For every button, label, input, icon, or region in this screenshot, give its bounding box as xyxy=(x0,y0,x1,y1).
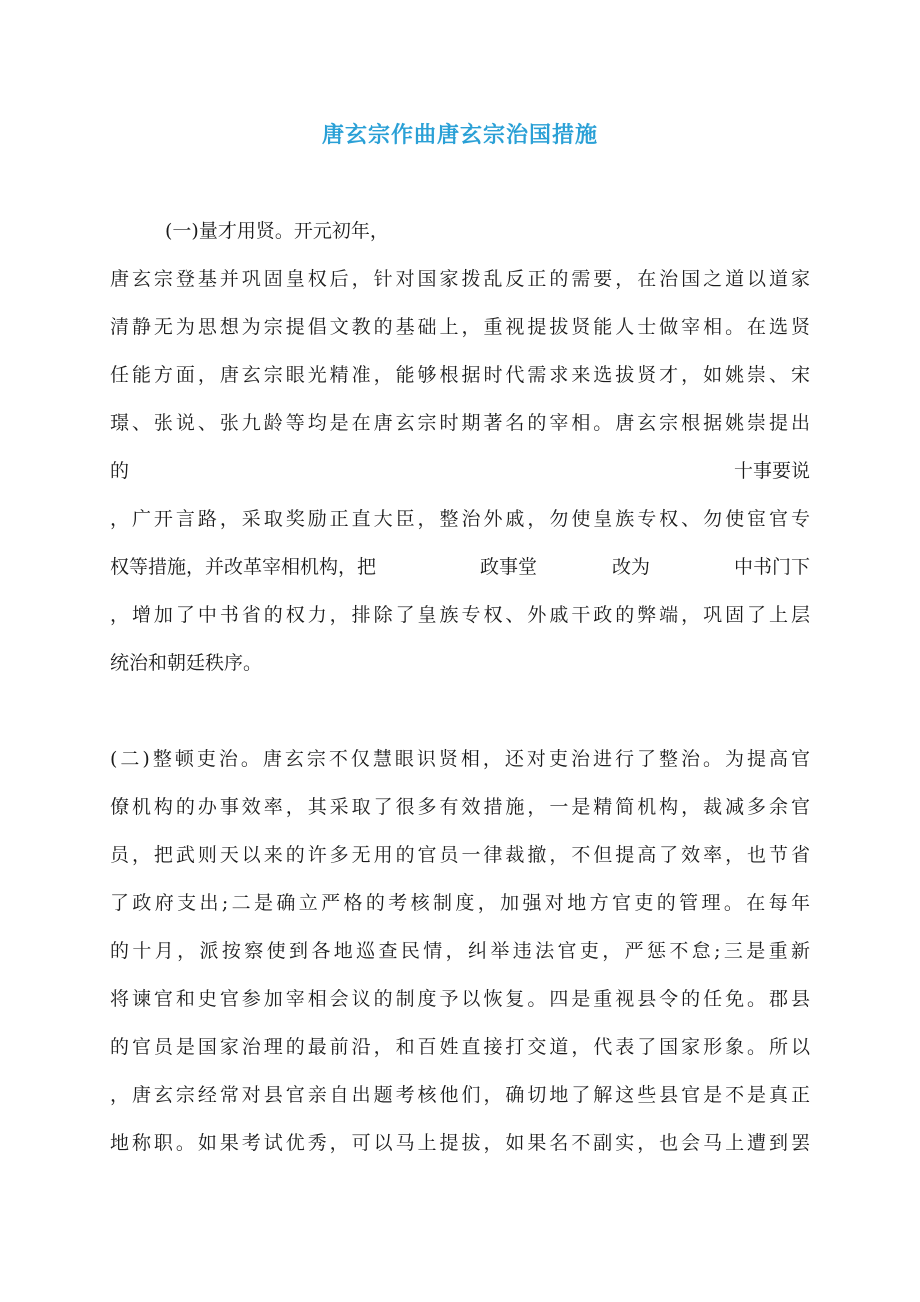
paragraph-2-line-4: 了政府支出;二是确立严格的考核制度，加强对地方官吏的管理。在每年 xyxy=(110,892,810,914)
paragraph-1-line-6 xyxy=(110,456,810,486)
paragraph-2-line-6: 将谏官和史官参加宰相会议的制度予以恢复。四是重视县令的任免。郡县 xyxy=(110,988,810,1010)
paragraph-1-line-10: 统治和朝廷秩序。 xyxy=(110,652,263,674)
line-8-start-text: 权等措施，并改革宰相机构，把 xyxy=(110,556,377,578)
paragraph-1-line-7: ，广开言路，采取奖励正直大臣，整治外戚，勿使皇族专权、勿使宦官专 xyxy=(110,508,810,530)
paragraph-1-line-1: (一)量才用贤。开元初年， xyxy=(165,220,389,242)
paragraph-1-line-3: 清静无为思想为宗提倡文教的基础上，重视提拔贤能人士做宰相。在选贤 xyxy=(110,316,810,338)
paragraph-1-line-2: 唐玄宗登基并巩固皇权后，针对国家拨乱反正的需要，在治国之道以道家 xyxy=(110,268,810,290)
paragraph-2-line-5: 的十月，派按察使到各地巡查民情，纠举违法官吏，严惩不怠;三是重新 xyxy=(110,940,810,962)
paragraph-2-line-7: 的官员是国家治理的最前沿，和百姓直接打交道，代表了国家形象。所以 xyxy=(110,1036,810,1058)
paragraph-2-line-1: (二)整顿吏治。唐玄宗不仅慧眼识贤相，还对吏治进行了整治。为提高官 xyxy=(110,748,810,770)
line-8-change-word: 改为 xyxy=(612,556,651,578)
quoted-term-zhengshitang: 政事堂 xyxy=(480,556,538,578)
paragraph-1-line-9: ，增加了中书省的权力，排除了皇族专权、外戚干政的弊端，巩固了上层 xyxy=(110,604,810,626)
line-6-start-text: 的 xyxy=(110,460,130,482)
paragraph-1-line-4: 任能方面，唐玄宗眼光精准，能够根据时代需求来选拔贤才，如姚崇、宋 xyxy=(110,364,810,386)
paragraph-1-line-8 xyxy=(110,552,810,582)
quoted-term-ten-matters: 十事要说 xyxy=(733,460,810,482)
paragraph-2-line-9: 地称职。如果考试优秀，可以马上提拔，如果名不副实，也会马上遭到罢 xyxy=(110,1132,810,1154)
paragraph-2-line-8: ，唐玄宗经常对县官亲自出题考核他们，确切地了解这些县官是不是真正 xyxy=(110,1084,810,1106)
paragraph-2-line-3: 员，把武则天以来的许多无用的官员一律裁撤，不但提高了效率，也节省 xyxy=(110,844,810,866)
paragraph-2-line-2: 僚机构的办事效率，其采取了很多有效措施，一是精简机构，裁减多余官 xyxy=(110,796,810,818)
document-title: 唐玄宗作曲唐玄宗治国措施 xyxy=(321,123,598,148)
paragraph-1-line-5: 璟、张说、张九龄等均是在唐玄宗时期著名的宰相。唐玄宗根据姚崇提出 xyxy=(110,412,810,434)
quoted-term-zhongshumenxia: 中书门下 xyxy=(733,556,810,578)
